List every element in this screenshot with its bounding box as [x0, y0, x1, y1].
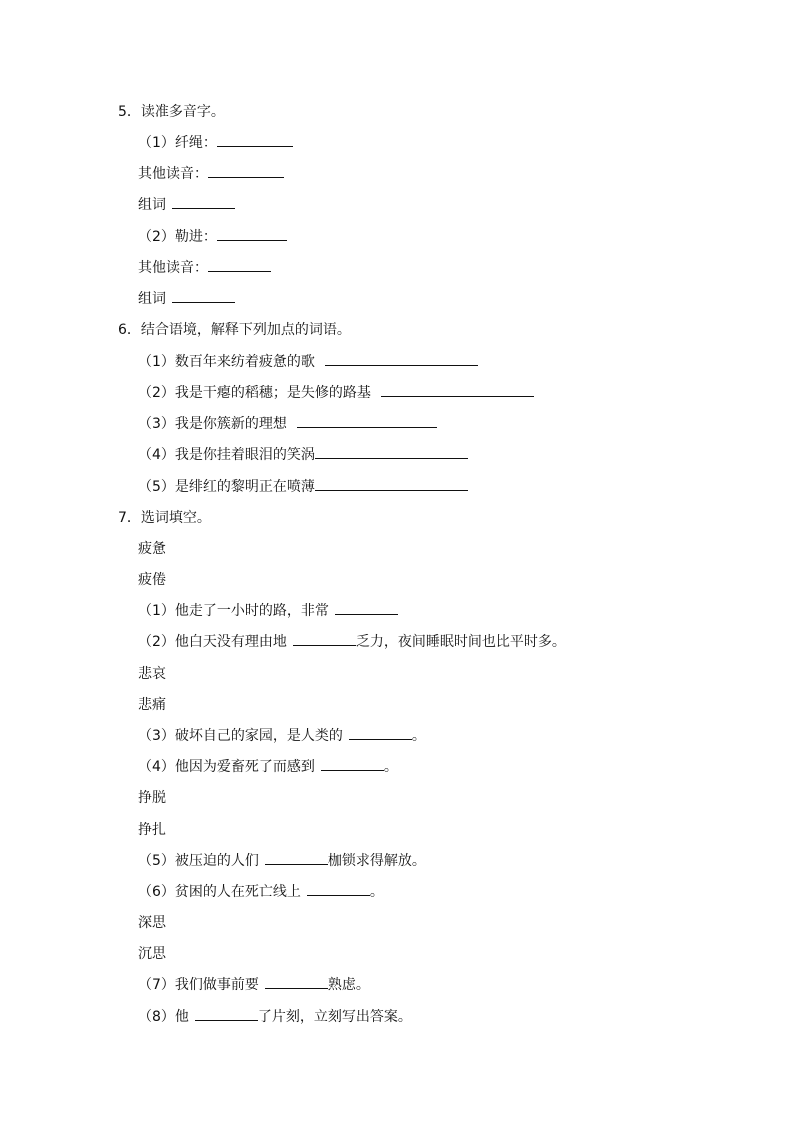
- q5-item1: [138, 134, 293, 152]
- q5-item1-other: [138, 165, 284, 183]
- q7-sentence7: [138, 976, 370, 994]
- q7-s6-text-b: 。: [369, 884, 384, 900]
- q7-s1-text: （1）他走了一小时的路，非常: [138, 603, 329, 619]
- q7-s7-text-b: 熟虑。: [327, 977, 370, 993]
- q7-s4-text-a: （4）他因为爱畜死了而感到: [138, 759, 315, 775]
- q5-item2-other-label: 其他读音：: [138, 260, 208, 276]
- q7-sentence3: [138, 727, 426, 745]
- answer-blank[interactable]: [381, 384, 534, 397]
- q6-item2-text: （2）我是干瘪的稻穗；是失修的路基: [138, 385, 371, 401]
- word-option: 挣脱: [138, 790, 166, 806]
- answer-blank[interactable]: [335, 602, 398, 615]
- q7-s6-text-a: （6）贫困的人在死亡线上: [138, 884, 301, 900]
- q6-item5: [138, 478, 468, 496]
- word-option: 悲痛: [138, 697, 166, 713]
- q7-sentence4: [138, 758, 398, 776]
- q7-s5-text-b: 枷锁求得解放。: [327, 853, 426, 869]
- word-option: 悲哀: [138, 666, 166, 682]
- answer-blank[interactable]: [265, 852, 328, 865]
- q6-item5-text: （5）是绯红的黎明正在喷薄: [138, 479, 315, 495]
- word-option: 疲倦: [138, 572, 166, 588]
- word-option: 疲惫: [138, 541, 166, 557]
- q5-title: 5．读准多音字。: [118, 104, 225, 120]
- q6-item1-text: （1）数百年来纺着疲惫的歌: [138, 354, 315, 370]
- answer-blank[interactable]: [349, 727, 412, 740]
- q6-item4: [138, 446, 468, 464]
- word-option: 深思: [138, 915, 166, 931]
- q5-item1-word: [138, 196, 235, 214]
- q5-item1-word-label: 组词: [138, 197, 166, 213]
- answer-blank[interactable]: [325, 353, 478, 366]
- q7-s2-text-a: （2）他白天没有理由地: [138, 634, 287, 650]
- answer-blank[interactable]: [217, 228, 287, 241]
- q5-item2-word-label: 组词: [138, 291, 166, 307]
- answer-blank[interactable]: [321, 758, 384, 771]
- q7-sentence1: [138, 602, 398, 620]
- q7-s7-text-a: （7）我们做事前要: [138, 977, 259, 993]
- q6-item2: [138, 384, 534, 402]
- answer-blank[interactable]: [315, 478, 468, 491]
- answer-blank[interactable]: [265, 976, 328, 989]
- q6-item4-text: （4）我是你挂着眼泪的笑涡: [138, 447, 315, 463]
- q7-s3-text-b: 。: [411, 728, 426, 744]
- q5-item2: [138, 228, 287, 246]
- answer-blank[interactable]: [217, 134, 293, 147]
- q7-sentence8: [138, 1008, 412, 1026]
- q7-title: 7．选词填空。: [118, 510, 211, 526]
- answer-blank[interactable]: [297, 415, 437, 428]
- q7-s2-text-b: 乏力，夜间睡眠时间也比平时多。: [355, 634, 566, 650]
- answer-blank[interactable]: [208, 259, 271, 272]
- q6-title: 6．结合语境，解释下列加点的词语。: [118, 322, 351, 338]
- q7-sentence6: [138, 883, 384, 901]
- q7-s8-text-a: （8）他: [138, 1009, 189, 1025]
- q6-item3-text: （3）我是你簇新的理想: [138, 416, 287, 432]
- word-option: 挣扎: [138, 822, 166, 838]
- answer-blank[interactable]: [315, 446, 468, 459]
- word-option: 沉思: [138, 946, 166, 962]
- q7-s4-text-b: 。: [383, 759, 398, 775]
- q5-item1-label: （1）纤绳：: [138, 135, 217, 151]
- q7-s3-text-a: （3）破坏自己的家园，是人类的: [138, 728, 343, 744]
- answer-blank[interactable]: [195, 1008, 258, 1021]
- q7-s8-text-b: 了片刻，立刻写出答案。: [257, 1009, 412, 1025]
- q5-item2-word: [138, 290, 235, 308]
- answer-blank[interactable]: [172, 290, 235, 303]
- q5-item1-other-label: 其他读音：: [138, 166, 208, 182]
- q7-s5-text-a: （5）被压迫的人们: [138, 853, 259, 869]
- answer-blank[interactable]: [293, 633, 356, 646]
- q6-item3: [138, 415, 437, 433]
- answer-blank[interactable]: [208, 165, 284, 178]
- answer-blank[interactable]: [172, 196, 235, 209]
- q7-sentence2: [138, 633, 566, 651]
- answer-blank[interactable]: [307, 883, 370, 896]
- q7-sentence5: [138, 852, 426, 870]
- q6-item1: [138, 353, 478, 371]
- q5-item2-label: （2）勒进：: [138, 229, 217, 245]
- q5-item2-other: [138, 259, 271, 277]
